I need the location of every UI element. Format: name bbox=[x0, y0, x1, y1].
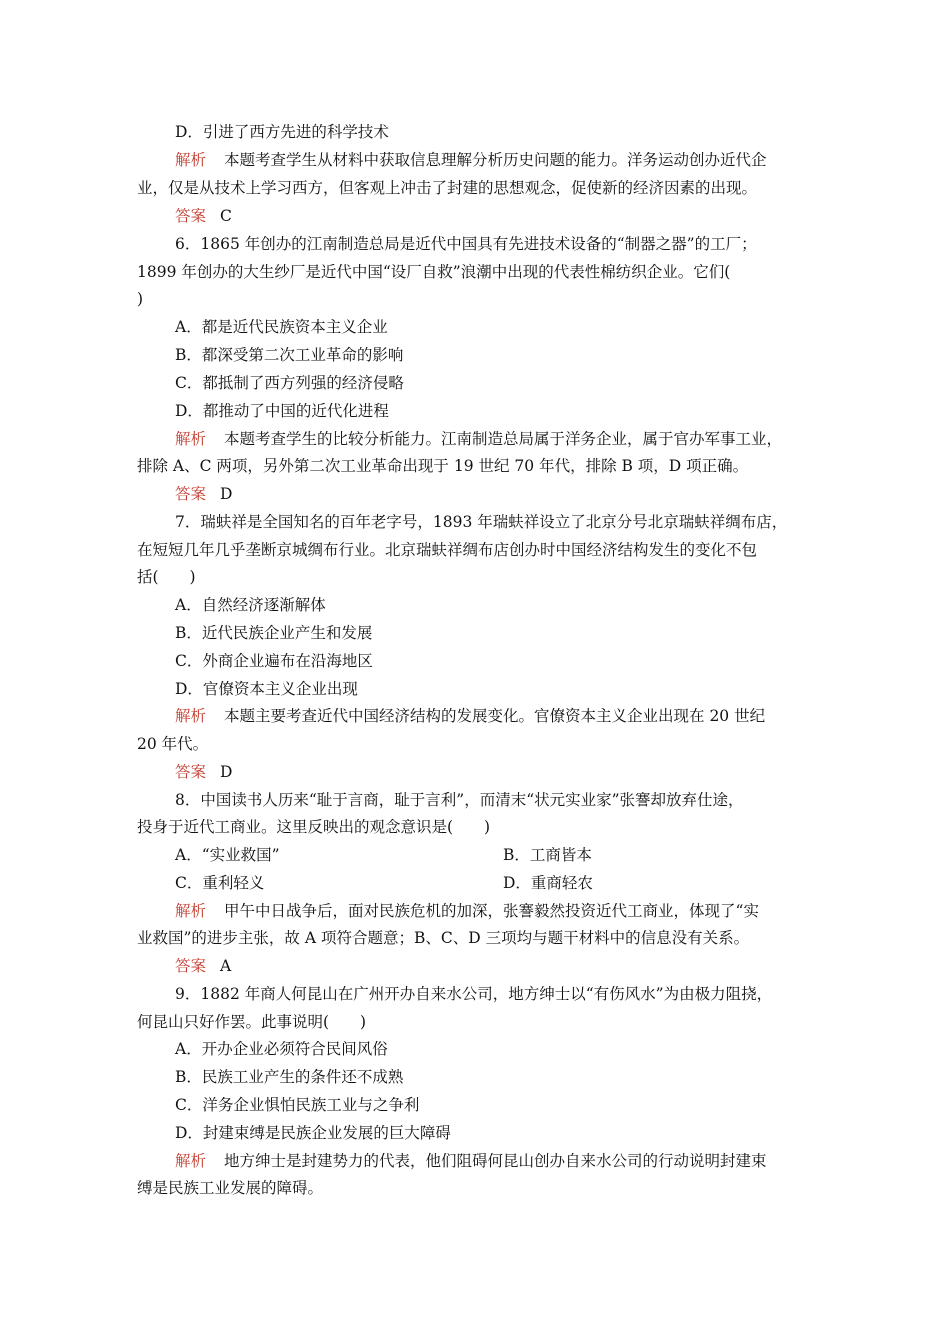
answer-label: 答案 bbox=[175, 957, 207, 975]
q6-stem-line-2: 1899 年创办的大生纱厂是近代中国“设厂自救”浪潮中出现的代表性棉纺织企业。它们( bbox=[137, 263, 731, 281]
q9-option-a: A．开办企业必须符合民间风俗 bbox=[175, 1040, 388, 1058]
q6-option-b: B．都深受第二次工业革命的影响 bbox=[175, 346, 404, 364]
q9-option-d: D．封建束缚是民族企业发展的巨大障碍 bbox=[175, 1124, 451, 1142]
q7-analysis-line-2: 20 年代。 bbox=[137, 735, 209, 753]
q9-stem-line-2: 何昆山只好作罢。此事说明( ) bbox=[137, 1013, 367, 1031]
q7-option-c: C．外商企业遍布在沿海地区 bbox=[175, 652, 373, 670]
q8-option-c: C．重利轻义 bbox=[175, 874, 265, 892]
q9-option-b: B．民族工业产生的条件还不成熟 bbox=[175, 1068, 404, 1086]
q8-analysis-line-1: 解析 甲午中日战争后，面对民族危机的加深，张謇毅然投资近代工商业，体现了“实 bbox=[175, 902, 759, 920]
q7-answer: 答案 D bbox=[175, 763, 233, 781]
q6-option-d: D．都推动了中国的近代化进程 bbox=[175, 402, 389, 420]
q8-option-d: D．重商轻农 bbox=[503, 874, 593, 892]
q7-analysis-line-1: 解析 本题主要考查近代中国经济结构的发展变化。官僚资本主义企业出现在 20 世纪 bbox=[175, 707, 766, 725]
q9-analysis-line-1: 解析 地方绅士是封建势力的代表，他们阻碍何昆山创办自来水公司的行动说明封建束 bbox=[175, 1152, 767, 1170]
analysis-label: 解析 bbox=[175, 707, 207, 725]
q7-stem-line-1: 7．瑞蚨祥是全国知名的百年老字号，1893 年瑞蚨祥设立了北京分号北京瑞蚨祥绸布店， bbox=[175, 513, 788, 531]
q8-option-a: A．“实业救国” bbox=[175, 846, 280, 864]
analysis-label: 解析 bbox=[175, 151, 207, 169]
q9-option-c: C．洋务企业惧怕民族工业与之争利 bbox=[175, 1096, 420, 1114]
q7-option-a: A．自然经济逐渐解体 bbox=[175, 596, 326, 614]
q8-option-b: B．工商皆本 bbox=[503, 846, 592, 864]
answer-label: 答案 bbox=[175, 485, 207, 503]
q8-answer: 答案 A bbox=[175, 957, 232, 975]
q7-option-d: D．官僚资本主义企业出现 bbox=[175, 680, 358, 698]
answer-label: 答案 bbox=[175, 763, 207, 781]
q6-stem-line-1: 6．1865 年创办的江南制造总局是近代中国具有先进技术设备的“制器之器”的工厂； bbox=[175, 235, 757, 253]
analysis-label: 解析 bbox=[175, 1152, 207, 1170]
q7-stem-line-2: 在短短几年几乎垄断京城绸布行业。北京瑞蚨祥绸布店创办时中国经济结构发生的变化不包 bbox=[137, 541, 758, 559]
analysis-label: 解析 bbox=[175, 430, 207, 448]
q6-stem-line-3: ) bbox=[137, 290, 144, 308]
q8-stem-line-1: 8．中国读书人历来“耻于言商，耻于言利”，而清末“状元实业家”张謇却放弃仕途， bbox=[175, 791, 744, 809]
q5-analysis-line-2: 业，仅是从技术上学习西方，但客观上冲击了封建的思想观念，促使新的经济因素的出现。 bbox=[137, 179, 758, 197]
answer-label: 答案 bbox=[175, 207, 207, 225]
q6-answer: 答案 D bbox=[175, 485, 233, 503]
q5-answer: 答案 C bbox=[175, 207, 232, 225]
analysis-label: 解析 bbox=[175, 902, 207, 920]
q6-analysis-line-2: 排除 A、C 两项，另外第二次工业革命出现于 19 世纪 70 年代，排除 B 项，D 项正确。 bbox=[137, 457, 749, 475]
q6-option-c: C．都抵制了西方列强的经济侵略 bbox=[175, 374, 404, 392]
q7-option-b: B．近代民族企业产生和发展 bbox=[175, 624, 373, 642]
q8-stem-line-2: 投身于近代工商业。这里反映出的观念意识是( ) bbox=[137, 818, 491, 836]
q9-stem-line-1: 9．1882 年商人何昆山在广州开办自来水公司，地方绅士以“有伤风水”为由极力阻挠， bbox=[175, 985, 773, 1003]
q5-analysis-line-1: 解析 本题考查学生从材料中获取信息理解分析历史问题的能力。洋务运动创办近代企 bbox=[175, 151, 767, 169]
q8-analysis-line-2: 业救国”的进步主张，故 A 项符合题意；B、C、D 三项均与题干材料中的信息没有关系。 bbox=[137, 929, 750, 947]
q5-option-d: D．引进了西方先进的科学技术 bbox=[175, 123, 389, 141]
q6-analysis-line-1: 解析 本题考查学生的比较分析能力。江南制造总局属于洋务企业，属于官办军事工业， bbox=[175, 430, 783, 448]
q9-analysis-line-2: 缚是民族工业发展的障碍。 bbox=[137, 1179, 324, 1197]
q7-stem-line-3: 括( ) bbox=[137, 568, 196, 586]
q6-option-a: A．都是近代民族资本主义企业 bbox=[175, 318, 388, 336]
